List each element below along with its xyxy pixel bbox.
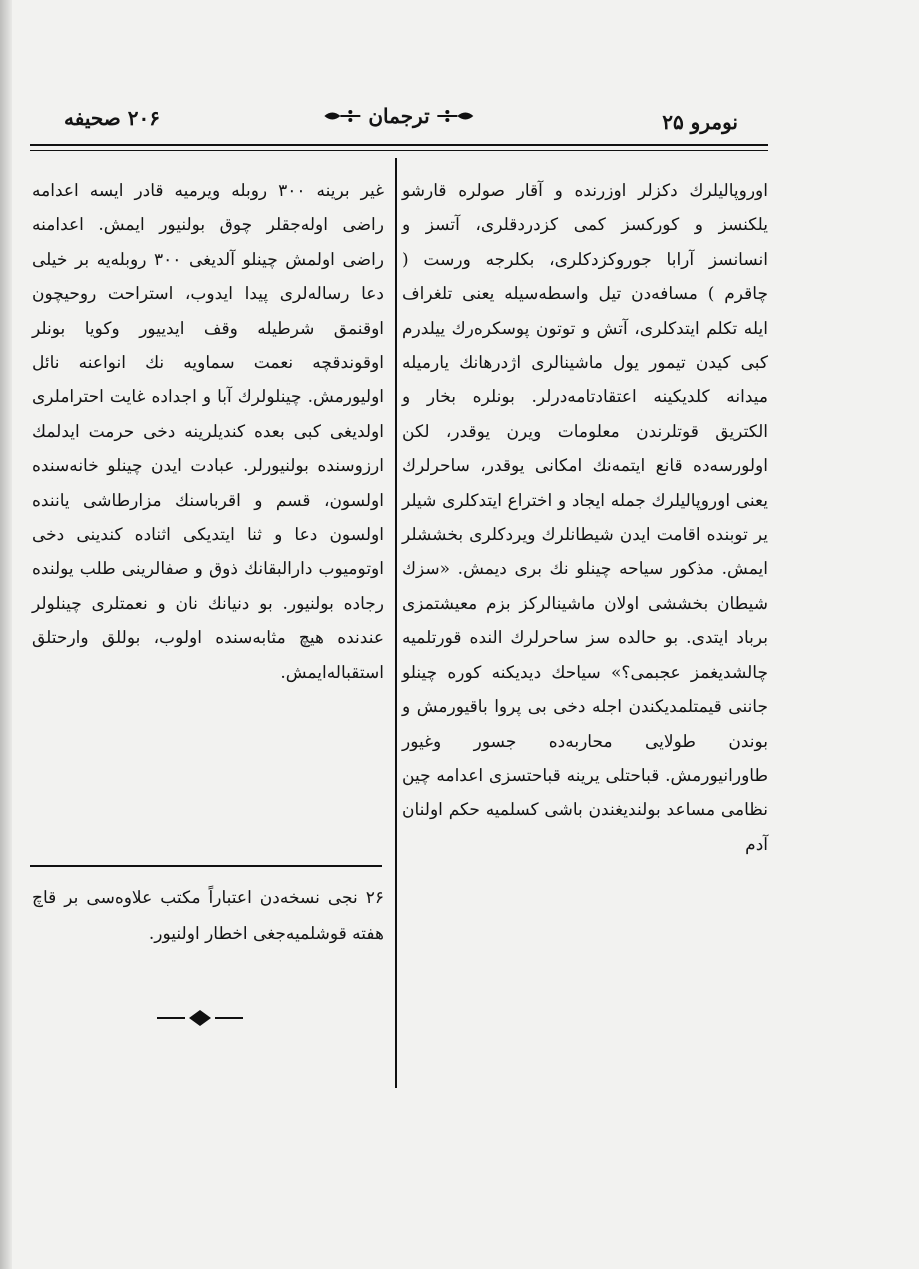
footnote-text: ۲۶ نجی نسخه‌دن اعتباراً مكتب علاوه‌سی بر قاچ هفته قوشلمیه‌جغی اخطار اولنیور.	[32, 888, 384, 944]
footnote	[32, 880, 384, 952]
left-column	[32, 174, 384, 690]
masthead	[322, 104, 475, 128]
diamond-ornament-icon	[155, 1008, 245, 1028]
issue-number: نومرو ۲۵	[662, 110, 738, 134]
right-column	[402, 174, 768, 862]
journal-title: ترجمان	[368, 104, 430, 128]
header-rule	[30, 144, 768, 151]
fleuron-ornament-icon	[322, 106, 362, 126]
column-divider	[395, 158, 397, 1088]
page-edge	[0, 0, 12, 1269]
footnote-rule	[30, 865, 382, 867]
right-column-text: اوروپالیلرك دكزلر اوزرنده و آقار صولره قارشو یلكنسز و كوركسز كمی كزدردقلری، آتسز و انسانسز آرابا جوروكزدكلری، بكلرجه ورست ( چاقرم ) مسافه‌دن تیل واسطه‌سیله یعنی تلغراف ایله تكلم ایتدكلری، آتش و توتون پوسكره‌رك ییلدرم كبی كیدن تیمور یول ماشینالری اژدرهانك یارمیله میدانه كلدیكینه اعتقادتامه‌درلر. بونلره بخار و الكتریق قوتلرندن معلومات ویرن یوقدر، لكن اولورسه‌ده قانع ایتمه‌نك امكانی یوقدر، ساحرلرك یعنی اوروپالیلرك جمله ایجاد و اختراع ایتدكلری شیلر یر توبنده اقامت ایدن شیطانلرك ویردكلری بخششلر ایمش. مذكور سیاحه چینلو نك بری دیمش. «سزك شیطان بخششی اولان ماشینالركز بزم معیشتمزی برباد ایتدی. بو حالده سز ساحرلرك النده قورتلمیه چالشدیغمز عجبمی؟» سیاحك دیدیكنه كوره چینلو جاننی قیمتلمدیكندن اجله دخی بی پروا باقیورمش و بوندن طولایی محاربه‌ده جسور وغیور طاورانیورمش. قباحتلی یرینه قباحتسزی اعدامه چین نظامی مساعد بولندیغندن باشی كسلمیه حكم اولنان آدم	[402, 181, 768, 855]
page-number: ۲۰۶ صحیفه	[64, 106, 160, 130]
page-header	[30, 100, 768, 144]
left-column-text: غیر برینه ۳۰۰ روبله ویرمیه قادر ایسه اعدامه راضی اوله‌جقلر چوق بولنیور ایمش. اعدامنه راضی اولمش چینلو آلدیغی ۳۰۰ روبله‌یه بر خیلی دعا رساله‌لری پیدا ایدوب، استراحت روحیچون اوقنمق شرطیله وقف ایدییور وكویا بونلر اوقوندقچه نعمت سماویه نك انواعنه نائل اولیورمش. چینلولرك آبا و اجداده غایت احتراملری اولدیغی كبی بعده كندیلرینه دخی حرمت ایدلمك ارزوسنده بولنیورلر. عبادت ایدن چینلو خانه‌سنده اولسون، قسم و اقرباسنك مزارطاشی یاننده اولسون دعا و ثنا ایتدیكی اثناده كندینی دخی اوتومیوب دارالبقانك ذوق و صفالرینی طلب یولنده رجاده بولنیور. بو دنیانك نان و نعمتلری چینلولر عندنده هیچ مثابه‌سنده اولوب، بوللق وارحتلق استقباله‌ایمش.	[32, 181, 385, 683]
fleuron-ornament-icon	[436, 106, 476, 126]
